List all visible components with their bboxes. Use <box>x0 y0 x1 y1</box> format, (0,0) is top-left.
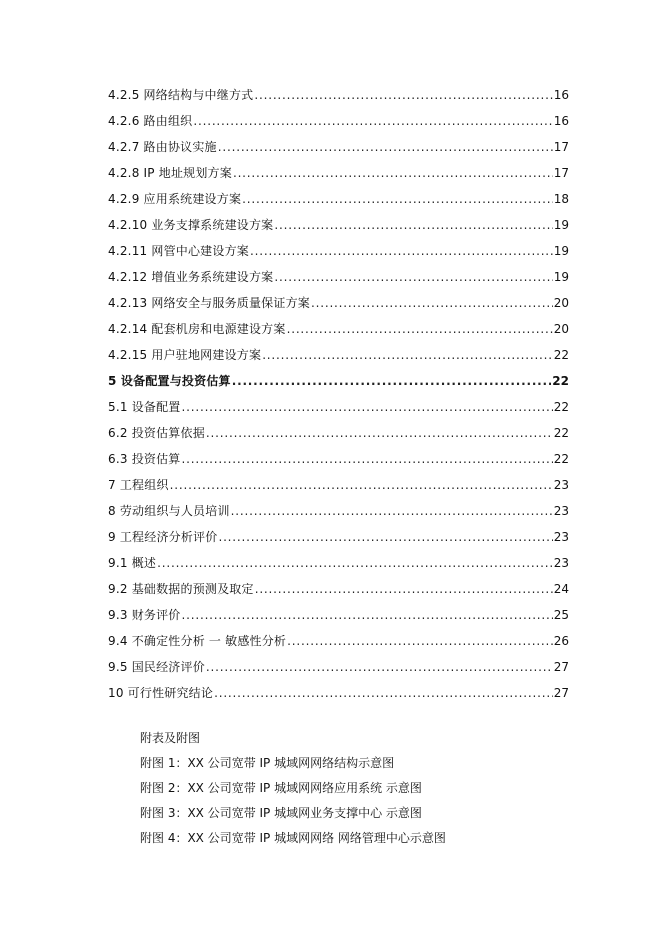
toc-entry-page: 23 <box>553 478 569 492</box>
toc-leader-dots <box>254 87 552 103</box>
toc-entry-title: 4.2.14 配套机房和电源建设方案 <box>108 322 286 336</box>
toc-entry-title: 4.2.7 路由协议实施 <box>108 140 217 154</box>
toc-leader-dots <box>255 581 553 597</box>
toc-entry-page: 27 <box>553 660 569 674</box>
toc-leader-dots <box>262 347 553 363</box>
toc-entry-page: 16 <box>553 114 569 128</box>
toc-entry[interactable] <box>108 623 569 649</box>
toc-leader-dots <box>287 321 553 337</box>
toc-entry-title: 4.2.15 用户驻地网建设方案 <box>108 348 262 362</box>
toc-entry[interactable] <box>108 571 569 597</box>
toc-leader-dots <box>170 477 553 493</box>
toc-entry[interactable] <box>108 649 569 675</box>
toc-leader-dots <box>182 607 553 623</box>
toc-entry-page: 16 <box>553 88 569 102</box>
toc-leader-dots <box>232 373 552 389</box>
toc-entry[interactable] <box>108 493 569 519</box>
toc-entry-page: 19 <box>553 244 569 258</box>
toc-entry-title: 9 工程经济分析评价 <box>108 530 218 544</box>
table-of-contents <box>108 77 569 701</box>
toc-leader-dots <box>250 243 553 259</box>
toc-entry-title: 9.4 不确定性分析 一 敏感性分析 <box>108 634 287 648</box>
toc-entry[interactable] <box>108 597 569 623</box>
toc-entry-title: 7 工程组织 <box>108 478 169 492</box>
toc-leader-dots <box>206 659 553 675</box>
toc-leader-dots <box>233 165 553 181</box>
toc-entry[interactable] <box>108 415 569 441</box>
toc-entry-title: 9.2 基础数据的预测及取定 <box>108 582 254 596</box>
toc-entry[interactable] <box>108 519 569 545</box>
toc-entry-page: 23 <box>553 556 569 570</box>
toc-entry-title: 9.1 概述 <box>108 556 157 570</box>
toc-entry-title: 4.2.6 路由组织 <box>108 114 193 128</box>
toc-entry-title: 6.2 投资估算依据 <box>108 426 205 440</box>
toc-entry-title: 5 设备配置与投资估算 <box>108 374 231 388</box>
toc-entry-title: 4.2.11 网管中心建设方案 <box>108 244 249 258</box>
toc-entry-title: 10 可行性研究结论 <box>108 686 214 700</box>
toc-leader-dots <box>218 139 553 155</box>
toc-entry[interactable] <box>108 207 569 233</box>
toc-entry[interactable] <box>108 467 569 493</box>
toc-entry[interactable] <box>108 259 569 285</box>
toc-leader-dots <box>274 269 552 285</box>
toc-entry-title: 4.2.13 网络安全与服务质量保证方案 <box>108 296 310 310</box>
toc-leader-dots <box>231 503 553 519</box>
toc-entry-page: 25 <box>553 608 569 622</box>
toc-entry[interactable] <box>108 103 569 129</box>
toc-entry[interactable] <box>108 285 569 311</box>
toc-leader-dots <box>274 217 552 233</box>
toc-entry-page: 20 <box>553 322 569 336</box>
toc-entry-page: 17 <box>553 140 569 154</box>
toc-entry-title: 4.2.10 业务支撑系统建设方案 <box>108 218 274 232</box>
toc-leader-dots <box>206 425 553 441</box>
toc-entry-page: 22 <box>553 400 569 414</box>
appendix-heading: 附表及附图 <box>140 731 201 745</box>
toc-leader-dots <box>182 451 553 467</box>
appendix-figure-item: 附图 2：XX 公司宽带 IP 城域网网络应用系统 示意图 <box>140 781 422 795</box>
toc-entry[interactable] <box>108 441 569 467</box>
toc-entry-page: 27 <box>553 686 569 700</box>
toc-entry[interactable] <box>108 675 569 701</box>
toc-entry-title: 6.3 投资估算 <box>108 452 181 466</box>
toc-entry-title: 5.1 设备配置 <box>108 400 181 414</box>
toc-chapter-entry[interactable] <box>108 363 569 389</box>
toc-entry[interactable] <box>108 389 569 415</box>
toc-entry-page: 19 <box>553 270 569 284</box>
toc-leader-dots <box>242 191 553 207</box>
toc-entry-page: 22 <box>552 374 569 388</box>
toc-entry-title: 8 劳动组织与人员培训 <box>108 504 230 518</box>
toc-leader-dots <box>182 399 553 415</box>
appendix-figure-item: 附图 3：XX 公司宽带 IP 城域网业务支撑中心 示意图 <box>140 806 422 820</box>
toc-entry[interactable] <box>108 545 569 571</box>
toc-entry-page: 22 <box>553 452 569 466</box>
toc-entry-page: 22 <box>553 348 569 362</box>
toc-leader-dots <box>157 555 553 571</box>
appendix-figure-item: 附图 4：XX 公司宽带 IP 城域网网络 网络管理中心示意图 <box>140 831 446 845</box>
toc-entry-title: 4.2.12 增值业务系统建设方案 <box>108 270 274 284</box>
toc-entry-page: 26 <box>553 634 569 648</box>
toc-entry-page: 23 <box>553 504 569 518</box>
toc-entry[interactable] <box>108 311 569 337</box>
toc-entry-title: 9.5 国民经济评价 <box>108 660 205 674</box>
toc-entry-page: 20 <box>553 296 569 310</box>
toc-leader-dots <box>311 295 553 311</box>
toc-leader-dots <box>214 685 553 701</box>
toc-entry[interactable] <box>108 77 569 103</box>
toc-entry-page: 24 <box>553 582 569 596</box>
toc-entry-title: 4.2.5 网络结构与中继方式 <box>108 88 254 102</box>
toc-leader-dots <box>193 113 552 129</box>
toc-entry[interactable] <box>108 129 569 155</box>
appendix-figure-item: 附图 1：XX 公司宽带 IP 城域网网络结构示意图 <box>140 756 395 770</box>
toc-leader-dots <box>218 529 552 545</box>
toc-entry-title: 9.3 财务评价 <box>108 608 181 622</box>
toc-entry-page: 22 <box>553 426 569 440</box>
toc-entry-page: 17 <box>553 166 569 180</box>
toc-entry-page: 23 <box>553 530 569 544</box>
toc-entry-page: 19 <box>553 218 569 232</box>
appendix-list <box>140 729 560 854</box>
toc-entry[interactable] <box>108 233 569 259</box>
toc-entry-page: 18 <box>553 192 569 206</box>
toc-entry-title: 4.2.9 应用系统建设方案 <box>108 192 242 206</box>
toc-entry[interactable] <box>108 337 569 363</box>
toc-entry-title: 4.2.8 IP 地址规划方案 <box>108 166 232 180</box>
toc-leader-dots <box>287 633 553 649</box>
toc-entry[interactable] <box>108 181 569 207</box>
toc-entry[interactable] <box>108 155 569 181</box>
